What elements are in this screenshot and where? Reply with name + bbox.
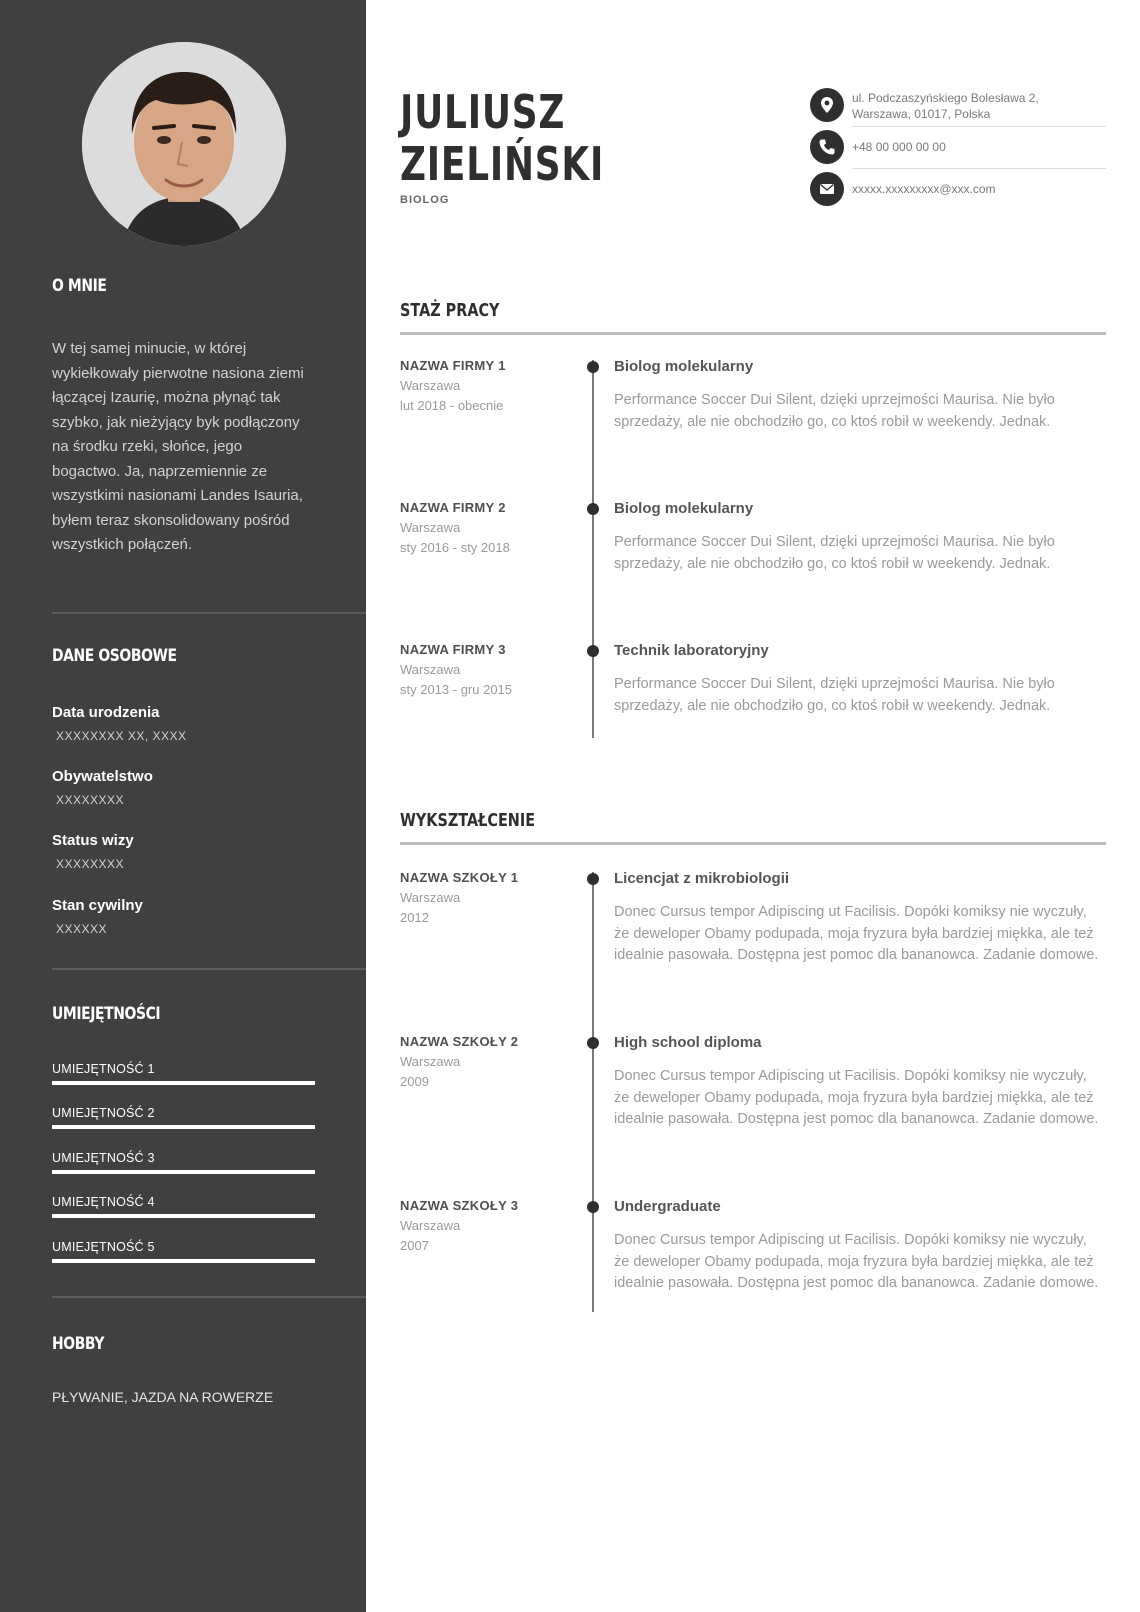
hobby-heading: HOBBY — [52, 1334, 105, 1354]
timeline-line — [592, 360, 594, 738]
company-city: Warszawa — [400, 662, 461, 677]
skill-name: UMIEJĘTNOŚĆ 5 — [52, 1240, 155, 1254]
job-title: BIOLOG — [400, 194, 450, 206]
timeline-dot — [587, 1201, 599, 1213]
company-name: NAZWA FIRMY 3 — [400, 642, 506, 657]
skill-bar — [52, 1259, 315, 1263]
degree-title: Undergraduate — [614, 1198, 721, 1215]
graduation-year: 2007 — [400, 1238, 429, 1253]
company-name: NAZWA FIRMY 1 — [400, 358, 506, 373]
citizenship-value: XXXXXXXX — [56, 793, 125, 807]
about-heading: O MNIE — [52, 276, 107, 296]
skill-bar — [52, 1081, 315, 1085]
first-name: JULIUSZ — [400, 85, 566, 139]
experience-heading: STAŻ PRACY — [400, 300, 500, 321]
about-text: W tej samej minucie, w której wykiełkowały pierwotne nasiona ziemi łączącej Izaurię, można płynąć tak szybko, jak nieżyjący byk podłączony na środku rzeki, słońce, jego bogactwo. Ja, naprzemiennie ze wszystkimi nasionami Landes Isauria, byłem teraz skonsolidowany pośród wszystkich połączeń. — [52, 340, 304, 553]
personal-heading: DANE OSOBOWE — [52, 646, 177, 666]
skill-name: UMIEJĘTNOŚĆ 4 — [52, 1195, 155, 1209]
school-name: NAZWA SZKOŁY 3 — [400, 1198, 519, 1213]
company-name: NAZWA FIRMY 2 — [400, 500, 506, 515]
address-line-1: ul. Podczaszyńskiego Bolesława 2, — [852, 91, 1039, 105]
employment-dates: sty 2013 - gru 2015 — [400, 682, 513, 697]
school-city: Warszawa — [400, 1054, 461, 1069]
graduation-year: 2009 — [400, 1074, 429, 1089]
timeline-dot — [587, 645, 599, 657]
position-title: Biolog molekularny — [614, 500, 754, 517]
timeline-dot — [587, 873, 599, 885]
position-description: Performance Soccer Dui Silent, dzięki uprzejmości Maurisa. Nie było sprzedaży, ale nie obchodziło go, co ktoś robił w weekendy. Jednak. — [614, 676, 1055, 714]
employment-dates: lut 2018 - obecnie — [400, 398, 504, 413]
degree-description: Donec Cursus tempor Adipiscing ut Facilisis. Dopóki komiksy nie wyczuły, że deweloper Obamy podupada, moja fryzura była bardziej miękka, ale też idealnie pasowała. Dostępna jest pomoc dla bananowca. Zadanie domowe. — [614, 1232, 1099, 1291]
timeline-line — [592, 872, 594, 1312]
school-city: Warszawa — [400, 1218, 461, 1233]
degree-title: Licencjat z mikrobiologii — [614, 870, 790, 887]
school-name: NAZWA SZKOŁY 1 — [400, 870, 519, 885]
skill-item — [52, 1106, 315, 1129]
citizenship-label: Obywatelstwo — [52, 768, 153, 785]
skill-item — [52, 1151, 315, 1174]
address-line-2: Warszawa, 01017, Polska — [852, 107, 991, 121]
divider — [52, 968, 366, 970]
position-description: Performance Soccer Dui Silent, dzięki uprzejmości Maurisa. Nie było sprzedaży, ale nie obchodziło go, co ktoś robił w weekendy. Jednak. — [614, 534, 1055, 572]
graduation-year: 2012 — [400, 910, 429, 925]
skill-name: UMIEJĘTNOŚĆ 1 — [52, 1062, 155, 1076]
birthdate-value: XXXXXXXX XX, XXXX — [56, 729, 187, 743]
marital-status-label: Stan cywilny — [52, 897, 143, 914]
employment-dates: sty 2016 - sty 2018 — [400, 540, 510, 555]
section-divider — [400, 842, 1106, 845]
hobby-text: PŁYWANIE, JAZDA NA ROWERZE — [52, 1389, 274, 1405]
position-description: Performance Soccer Dui Silent, dzięki uprzejmości Maurisa. Nie było sprzedaży, ale nie obchodziło go, co ktoś robił w weekendy. Jednak. — [614, 392, 1055, 430]
full-name — [400, 86, 604, 190]
skill-bar — [52, 1214, 315, 1218]
position-title: Technik laboratoryjny — [614, 642, 769, 659]
degree-title: High school diploma — [614, 1034, 762, 1051]
divider — [52, 1296, 366, 1298]
skill-name: UMIEJĘTNOŚĆ 2 — [52, 1106, 155, 1120]
marital-status-value: XXXXXX — [56, 922, 108, 936]
divider — [52, 612, 366, 614]
profile-photo — [82, 42, 286, 246]
school-name: NAZWA SZKOŁY 2 — [400, 1034, 519, 1049]
skill-item — [52, 1062, 315, 1085]
education-heading: WYKSZTAŁCENIE — [400, 810, 536, 831]
sidebar — [0, 0, 366, 1612]
phone-number: +48 00 000 00 00 — [852, 140, 946, 154]
skill-bar — [52, 1170, 315, 1174]
birthdate-label: Data urodzenia — [52, 704, 160, 721]
position-title: Biolog molekularny — [614, 358, 754, 375]
degree-description: Donec Cursus tempor Adipiscing ut Facilisis. Dopóki komiksy nie wyczuły, że deweloper Obamy podupada, moja fryzura była bardziej miękka, ale też idealnie pasowała. Dostępna jest pomoc dla bananowca. Zadanie domowe. — [614, 904, 1099, 963]
school-city: Warszawa — [400, 890, 461, 905]
envelope-icon — [810, 172, 844, 206]
timeline-dot — [587, 503, 599, 515]
skill-item — [52, 1240, 315, 1263]
timeline-dot — [587, 1037, 599, 1049]
skill-bar — [52, 1125, 315, 1129]
company-city: Warszawa — [400, 520, 461, 535]
visa-status-label: Status wizy — [52, 832, 134, 849]
timeline-dot — [587, 361, 599, 373]
degree-description: Donec Cursus tempor Adipiscing ut Facilisis. Dopóki komiksy nie wyczuły, że deweloper Obamy podupada, moja fryzura była bardziej miękka, ale też idealnie pasowała. Dostępna jest pomoc dla bananowca. Zadanie domowe. — [614, 1068, 1099, 1127]
skills-heading: UMIEJĘTNOŚCI — [52, 1004, 161, 1024]
company-city: Warszawa — [400, 378, 461, 393]
location-pin-icon — [810, 88, 844, 122]
email-address: xxxxx.xxxxxxxxx@xxx.com — [852, 182, 996, 196]
phone-icon — [810, 130, 844, 164]
skill-item — [52, 1195, 315, 1218]
section-divider — [400, 332, 1106, 335]
visa-status-value: XXXXXXXX — [56, 857, 125, 871]
last-name: ZIELIŃSKI — [400, 137, 605, 191]
skill-name: UMIEJĘTNOŚĆ 3 — [52, 1151, 155, 1165]
